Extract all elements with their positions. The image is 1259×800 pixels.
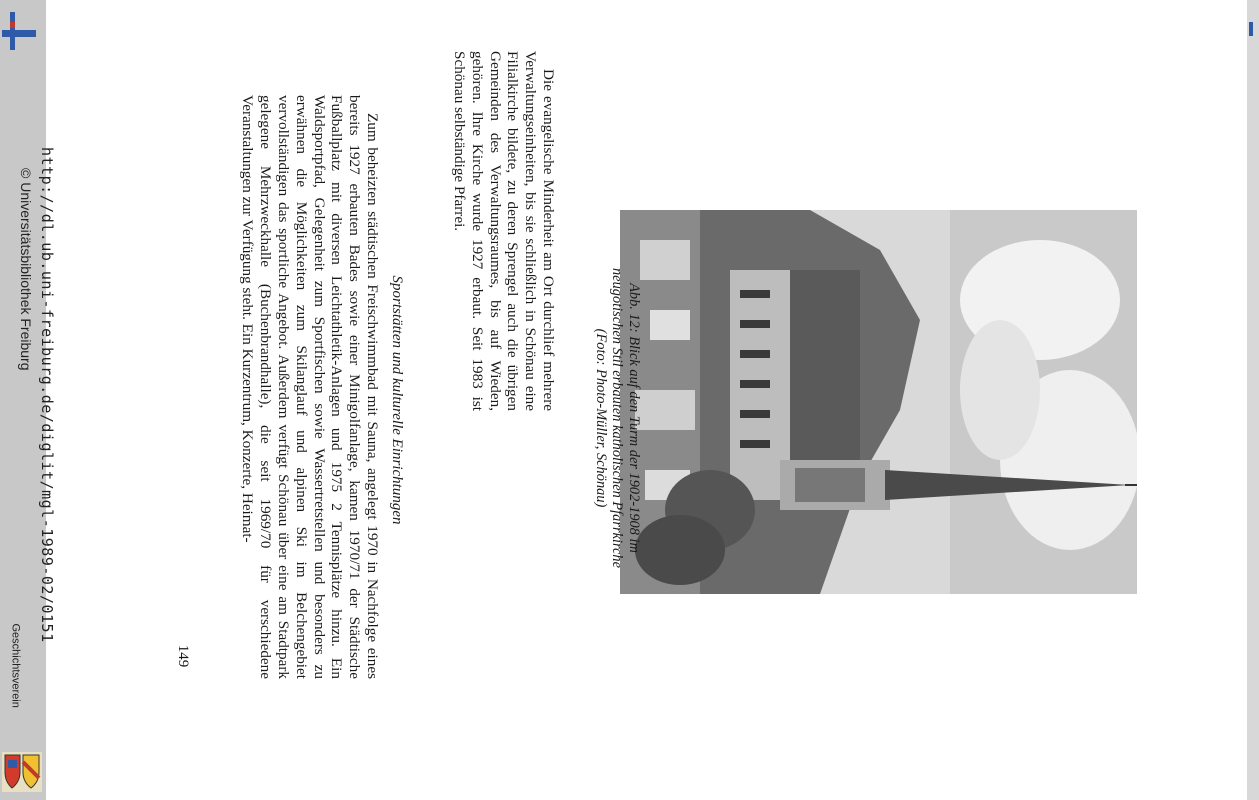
paragraph-evangelical: Die evangelische Minderheit am Ort durchlief mehrere Verwaltungseinheiten, bis sie schließlich in Schönau eine Filialkirche bildete, zu deren Sprengel auch die übrigen Gemeinden des Verwaltungsraumes, bis auf Wieden, gehören. Ihre Kirche wurde 1927 erbaut. Seit 1983 ist Schönau selbständige Pfarrei. bbox=[451, 51, 557, 411]
section-heading: Sportstätten und kulturelle Einrichtungen bbox=[389, 275, 405, 525]
society-label: Geschichtsverein bbox=[9, 623, 22, 708]
photo-caption: Abb. 12: Blick auf den Turm der 1902-1908 im neugotischen Stil erbauten katholischen Pfarrkirche (Foto: Photo-Müller, Schönau) bbox=[593, 267, 642, 568]
page-number: 149 bbox=[175, 644, 191, 668]
library-credit: © Universitätsbibliothek Freiburg bbox=[18, 168, 34, 371]
source-url[interactable]: http://dl.ub.uni-freiburg.de/diglit/mgl-1989-02/0151 bbox=[38, 147, 56, 643]
right-margin-strip bbox=[1247, 0, 1259, 800]
church-illustration bbox=[620, 210, 1137, 594]
paragraph-sports: Zum beheizten städtischen Freischwimmbad mit Sauna, angelegt 1970 in Nachfolge eines bereits 1927 erbauten Bades sowie einer Minigolfanlage, kamen 1970/71 der Städtische Fußballplatz mit diversen Leichtathletik-Anlagen und 1975 2 Tennisplätze hinzu. Ein Waldsportpfad, Gelegenheit zum Sportfischen sowie Wassertretstellen und besonders zu erwähnen die Möglichkeiten zum Skilanglauf und alpinen Ski im Belchengebiet vervollständigen das sportliche Angebot. Außerdem verfügt Schönau über eine am Stadtpark gelegene Mehrzweckhalle (Buchenbrandhalle), die seit 1969/70 für verschiedene Veranstaltungen zur Verfügung steht. Ein Kurzentrum, Konzerte, Heimat- bbox=[239, 95, 381, 679]
church-photo bbox=[620, 210, 1137, 594]
coat-of-arms-icon bbox=[2, 752, 42, 792]
